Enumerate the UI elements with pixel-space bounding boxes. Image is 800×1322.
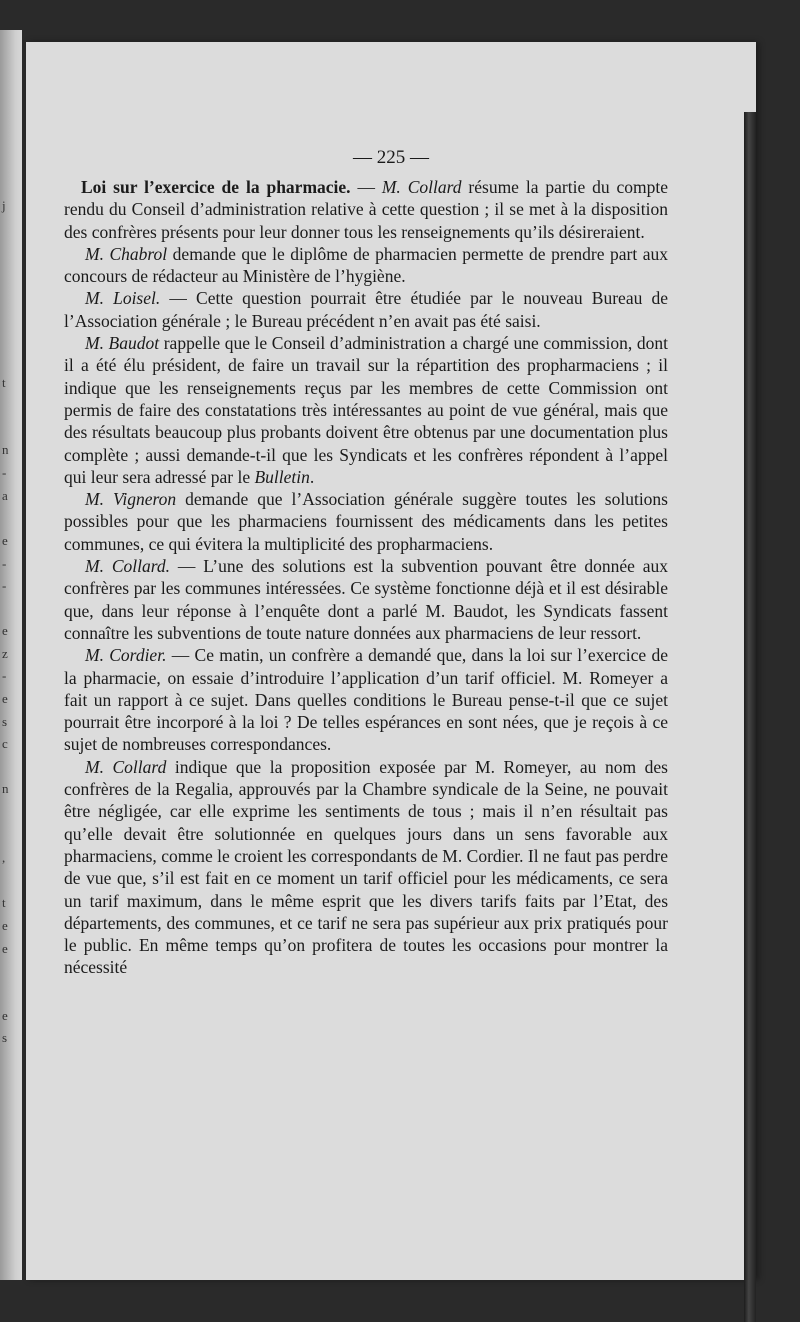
paragraph-text: demande que l’Association générale suggère toutes les solutions possibles pour que les pharmaciens fournissent des médicaments dans les petites communes, ce qui évitera la multiplicité des propharmaciens.	[64, 489, 668, 554]
margin-fragment: e	[2, 941, 8, 956]
margin-fragment: e	[2, 623, 8, 638]
body-text	[64, 176, 668, 979]
paragraph-baudot	[64, 332, 668, 488]
paragraph-text: résume la partie du compte rendu du Conseil d’administration relative à cette question ; il se met à la disposition des confrères présents pour leur donner tous les renseignements qu’ils désireraient.	[64, 177, 669, 242]
margin-fragment: s	[2, 714, 8, 729]
margin-fragment: t	[2, 375, 6, 390]
speaker-name: M. Vigneron	[85, 489, 177, 510]
margin-fragment: ,	[2, 850, 6, 865]
speaker-name: M. Collard.	[85, 556, 170, 577]
margin-fragment: e	[2, 691, 8, 706]
section-title: Loi sur l’exercice de la pharmacie.	[81, 177, 351, 197]
paragraph-collard-2	[64, 756, 668, 979]
book-page	[26, 42, 756, 1280]
margin-fragment: e	[2, 918, 8, 933]
speaker-name: M. Chabrol	[85, 243, 168, 264]
margin-fragment: j	[2, 198, 6, 213]
speaker-name: M. Collard	[381, 177, 462, 197]
paragraph-text: — Ce matin, un confrère a demandé que, dans la loi sur l’exercice de la pharmacie, on essaie d’introduire l’application d’un tarif officiel. M. Romeyer a fait un rapport à ce sujet. Dans quelles conditions le Bureau pense-t-il que ce sujet pourrait être incorporé à la loi ? De telles espérances en sont nées, que je reçois à ce sujet de nombreuses correspondances.	[64, 645, 668, 755]
paragraph-loisel	[64, 287, 668, 332]
margin-fragment: e	[2, 1008, 8, 1023]
speaker-name: M. Cordier.	[85, 645, 167, 666]
adjacent-page-edge	[0, 30, 22, 1280]
margin-fragment: n	[2, 781, 9, 796]
paragraph-text: indique que la proposition exposée par M. Romeyer, au nom des confrères de la Regalia, approuvés par la Chambre syndicale de la Seine, ne pouvait être négligée, car elle exprime les sentiments de tous ; mais il n’en résultait pas qu’elle devait être solutionnée en quelques jours dans un sens favorable aux pharmaciens, comme le croient les correspondants de M. Cordier. Il ne faut pas perdre de vue que, s’il est fait en ce moment un tarif officiel pour les médicaments, ce sera un tarif maximum, dans le même esprit que les divers tarifs faits par l’Etat, des départements, des communes, et ce tarif ne sera pas supérieur aux prix pratiqués pour le public. En même temps qu’on profitera de toutes les occasions pour montrer la nécessité	[64, 756, 668, 978]
margin-fragment: z	[2, 646, 8, 661]
paragraph-collard-1	[64, 555, 668, 644]
speaker-name: M. Baudot	[85, 333, 160, 354]
margin-fragment: c	[2, 736, 8, 751]
paragraph-vigneron	[64, 488, 668, 555]
dash-separator: —	[350, 177, 382, 197]
paragraph-text: demande que le diplôme de pharmacien permette de prendre part aux concours de rédacteur au Ministère de l’hygiène.	[64, 243, 669, 287]
margin-fragment: t	[2, 895, 6, 910]
margin-fragment: -	[2, 465, 7, 480]
page-fore-edge	[744, 112, 756, 1322]
paragraph-cordier	[64, 644, 668, 755]
page-number: — 225 —	[353, 147, 429, 168]
speaker-name: M. Collard	[85, 756, 167, 777]
paragraph-chabrol	[64, 243, 668, 288]
paragraph-text: — L’une des solutions est la subvention pouvant être donnée aux confrères par les communes intéressées. Ce système fonctionne déjà et il est désirable que, dans leur réponse à l’enquête dont a parlé M. Baudot, les Syndicats fassent connaître les subventions de toute nature données aux pharmaciens de leur ressort.	[64, 556, 668, 643]
margin-fragment: n	[2, 442, 9, 457]
paragraph-tail: .	[309, 466, 315, 487]
margin-fragment: -	[2, 556, 7, 571]
bulletin-title: Bulletin	[254, 466, 310, 487]
margin-fragment: -	[2, 668, 7, 683]
paragraph-text: — Cette question pourrait être étudiée par le nouveau Bureau de l’Association générale ; le Bureau précédent n’en avait pas été saisi.	[64, 288, 668, 331]
margin-fragment: s	[2, 1030, 8, 1045]
paragraph-text: rappelle que le Conseil d’administration a chargé une commission, dont il a été élu président, de faire un travail sur la répartition des propharmaciens ; il indique que les renseignements reçus par les membres de cette Commission ont permis de faire des constatations très intéressantes au point de vue général, mais que des résultats beaucoup plus probants doivent être obtenus par une documentation plus complète ; aussi demande-t-il que les Syndicats et les confrères répondent à l’appel qui leur sera adressé par le	[64, 333, 668, 487]
margin-fragment: -	[2, 578, 7, 593]
margin-fragment: a	[2, 488, 8, 503]
speaker-name: M. Loisel.	[85, 288, 161, 309]
paragraph-loi	[64, 176, 668, 243]
margin-fragment: e	[2, 533, 8, 548]
